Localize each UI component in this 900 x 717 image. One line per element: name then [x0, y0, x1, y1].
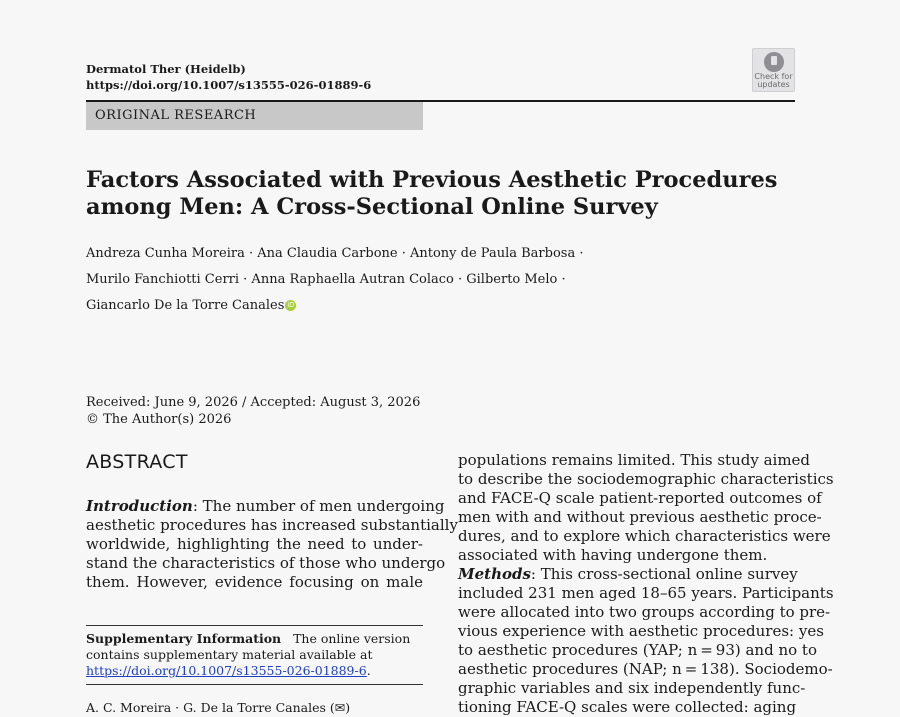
- supplementary-period: .: [366, 663, 371, 678]
- supplementary-text: The online version: [293, 631, 411, 646]
- abstract-line: tioning FACE-Q scales were collected: aging: [458, 698, 797, 716]
- copyright: © The Author(s) 2026: [86, 412, 232, 427]
- title-line: Factors Associated with Previous Aesthetic Procedures: [86, 167, 778, 193]
- abstract-line: [86, 497, 445, 516]
- supplementary-rule: [86, 625, 423, 626]
- supplementary-text: contains supplementary material available at: [86, 647, 373, 662]
- abstract-right-column: [458, 451, 834, 717]
- abstract-line: to describe the sociodemographic characteristics: [458, 470, 834, 488]
- abstract-line: to aesthetic procedures (YAP; n = 93) and no to: [458, 641, 817, 659]
- article-type-banner: ORIGINAL RESEARCH: [86, 102, 423, 130]
- abstract-heading: ABSTRACT: [86, 451, 188, 473]
- article-doi[interactable]: https://doi.org/10.1007/s13555-026-01889-6: [86, 78, 372, 92]
- bookmark-icon: [764, 52, 784, 72]
- journal-name: Dermatol Ther (Heidelb): [86, 62, 246, 76]
- abstract-line: [458, 565, 798, 584]
- author-line: Andreza Cunha Moreira · Ana Claudia Carbone · Antony de Paula Barbosa ·: [86, 246, 584, 261]
- supplementary-link[interactable]: https://doi.org/10.1007/s13555-026-01889-6: [86, 663, 367, 678]
- received-accepted: Received: June 9, 2026 / Accepted: August 3, 2026: [86, 395, 421, 410]
- abstract-line: them. However, evidence focusing on male: [86, 573, 423, 591]
- abstract-line: associated with having undergone them.: [458, 546, 768, 564]
- check-for-updates-badge[interactable]: [752, 48, 795, 92]
- abstract-line: dures, and to explore which characteristics were: [458, 527, 831, 545]
- abstract-line: worldwide, highlighting the need to under-: [86, 535, 423, 553]
- author-line: Murilo Fanchiotti Cerri · Anna Raphaella Autran Colaco · Gilberto Melo ·: [86, 272, 566, 287]
- article-title: [86, 167, 786, 221]
- abstract-text: : This cross-sectional online survey: [530, 565, 798, 583]
- abstract-line: were allocated into two groups according to pre-: [458, 603, 831, 621]
- abstract-line: vious experience with aesthetic procedures: yes: [458, 622, 824, 640]
- methods-label: Methods: [458, 565, 531, 583]
- check-for-updates-label: Check for updates: [754, 72, 793, 89]
- abstract-line: graphic variables and six independently func-: [458, 679, 806, 697]
- abstract-text: : The number of men undergoing: [192, 497, 445, 515]
- article-dates: [86, 394, 420, 428]
- orcid-icon[interactable]: iD: [287, 301, 295, 309]
- abstract-line: men with and without previous aesthetic proce-: [458, 508, 822, 526]
- supplementary-label: Supplementary Information: [86, 631, 282, 646]
- title-line: among Men: A Cross-Sectional Online Survey: [86, 194, 658, 220]
- abstract-line: aesthetic procedures has increased substantially: [86, 516, 458, 534]
- abstract-left-column: [86, 497, 458, 592]
- introduction-label: Introduction: [86, 497, 193, 515]
- author-name: Giancarlo De la Torre Canales: [86, 298, 285, 313]
- abstract-line: and FACE-Q scale patient-reported outcomes of: [458, 489, 822, 507]
- supplementary-rule-bottom: [86, 684, 423, 685]
- supplementary-note: [86, 631, 423, 679]
- abstract-line: populations remains limited. This study aimed: [458, 451, 811, 469]
- abstract-line: stand the characteristics of those who undergo: [86, 554, 446, 572]
- abstract-line: included 231 men aged 18–65 years. Participants: [458, 584, 834, 602]
- correspondence-authors: A. C. Moreira · G. De la Torre Canales (✉): [86, 700, 351, 715]
- abstract-line: aesthetic procedures (NAP; n = 138). Sociodemo-: [458, 660, 833, 678]
- author-line-last: [86, 297, 296, 315]
